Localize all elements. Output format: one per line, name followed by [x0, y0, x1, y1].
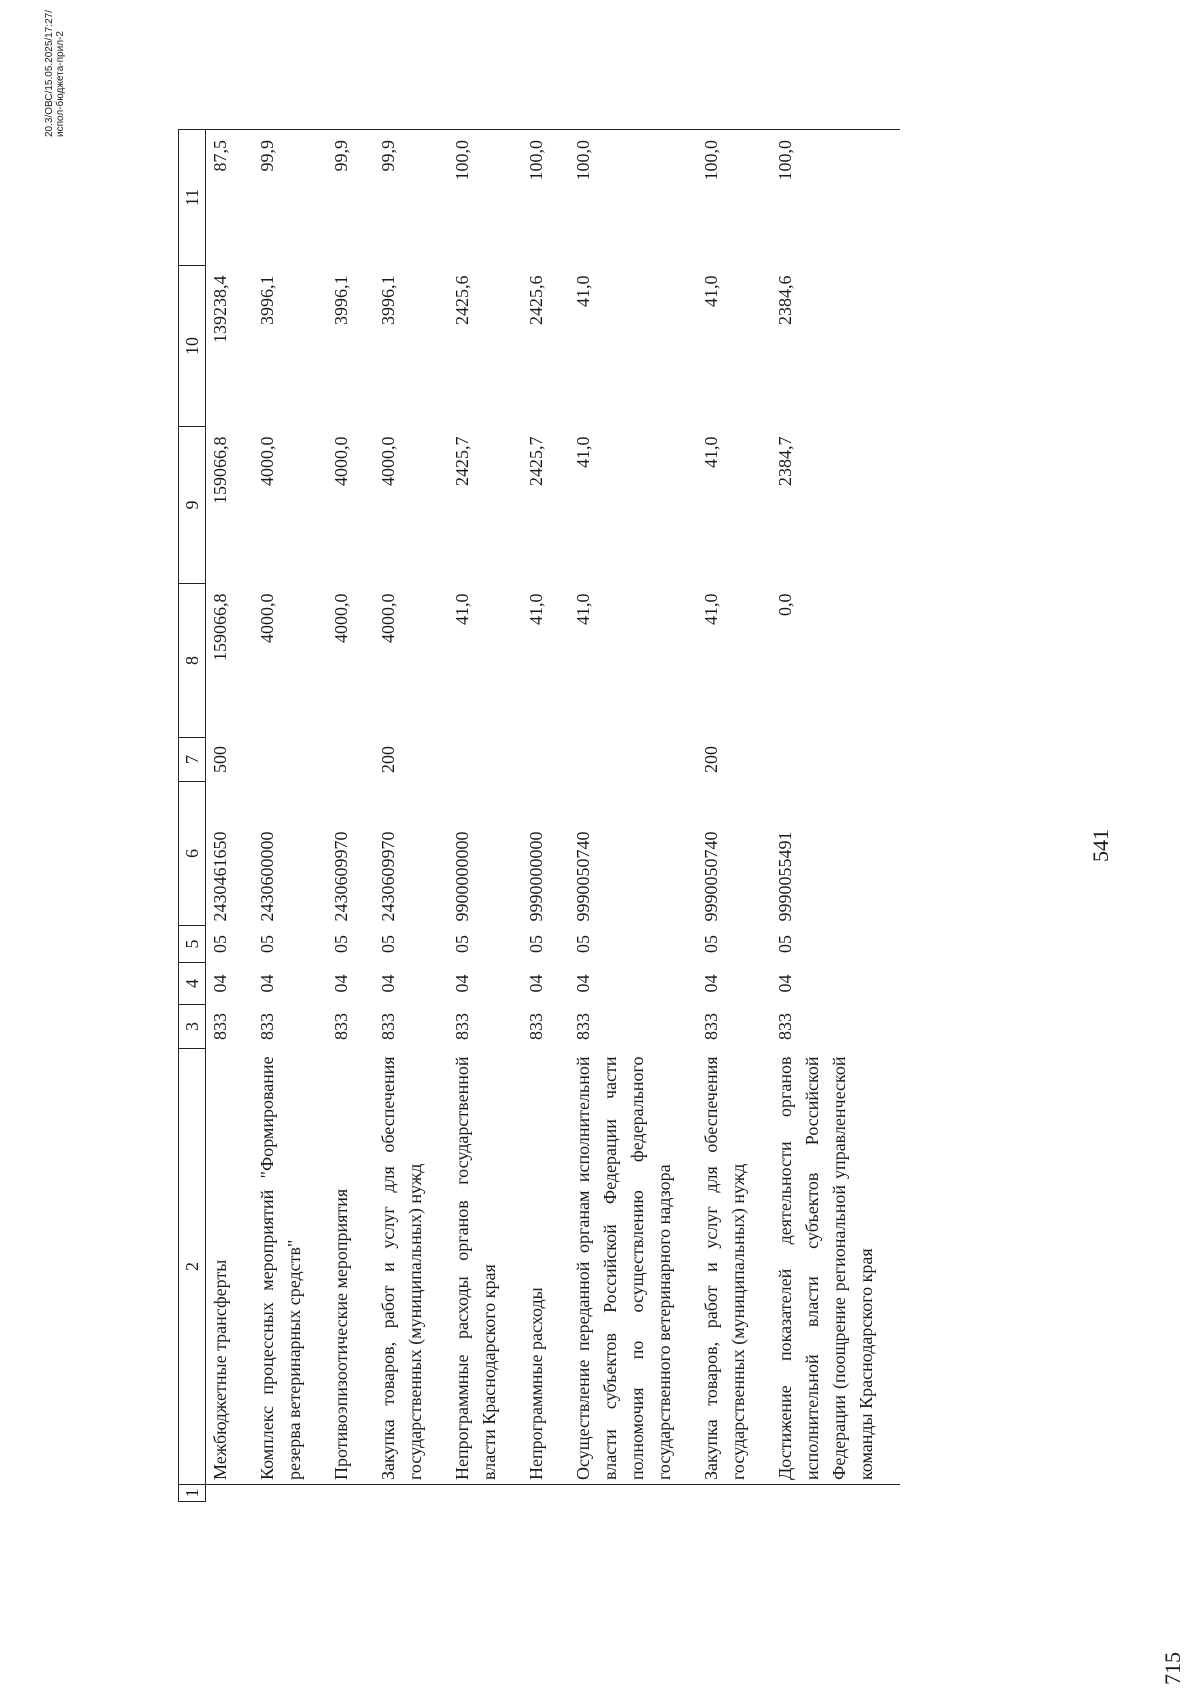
cell-col8: 159066,8	[210, 593, 230, 661]
cell-section: 04	[378, 974, 398, 993]
cell-target-article: 9990050740	[701, 831, 721, 922]
cell-section: 04	[526, 974, 546, 993]
cell-target-article: 9900000000	[452, 831, 472, 922]
row-gutter	[375, 1485, 449, 1502]
row-gutter	[254, 1485, 328, 1502]
cell-subsection: 05	[331, 935, 351, 953]
page-number: 541	[1088, 829, 1113, 862]
cell-admin-code: 833	[378, 1013, 398, 1040]
cell-subsection: 05	[452, 935, 472, 953]
row-gutter	[328, 1485, 375, 1502]
cell-section: 04	[331, 974, 351, 993]
cell-col11: 100,0	[698, 130, 772, 266]
table-row	[449, 130, 523, 1502]
cell-col9: 4000,0	[331, 436, 351, 486]
header-cell: 10	[179, 266, 206, 427]
cell-target-article: 9990000000	[526, 831, 546, 922]
row-gutter	[523, 1485, 570, 1502]
cell-section: 04	[775, 974, 795, 993]
header-cell: 4	[179, 963, 206, 1005]
cell-section: 04	[573, 974, 593, 993]
cell-subsection: 05	[701, 935, 721, 953]
header-cell: 6	[179, 782, 206, 926]
cell-section: 04	[210, 974, 230, 993]
cell-col10: 41,0	[573, 275, 593, 307]
row-gutter	[698, 1485, 772, 1502]
cell-section: 04	[452, 974, 472, 993]
cell-col9: 4000,0	[378, 436, 398, 486]
header-cell: 11	[179, 130, 206, 266]
header-cell: 1	[179, 1485, 206, 1502]
row-gutter	[570, 1485, 698, 1502]
cell-target-article: 2430609970	[331, 831, 351, 922]
cell-col10: 41,0	[701, 275, 721, 307]
cell-expense-type: 200	[701, 746, 721, 773]
row-name: Противоэпизоотические мероприятия	[328, 1049, 375, 1485]
cell-col8: 4000,0	[378, 593, 398, 643]
header-cell: 5	[179, 926, 206, 963]
cell-expense-type	[254, 738, 328, 782]
cell-col9: 2425,7	[452, 436, 472, 486]
cell-admin-code: 833	[775, 1013, 795, 1040]
table-row	[254, 130, 328, 1502]
cell-col8: 4000,0	[257, 593, 277, 643]
table-row	[523, 130, 570, 1502]
cell-col10: 3996,1	[257, 275, 277, 325]
row-gutter	[772, 1485, 900, 1502]
cell-col9: 159066,8	[210, 436, 230, 504]
table-row	[375, 130, 449, 1502]
cell-col11: 100,0	[772, 130, 900, 266]
cell-expense-type	[570, 738, 698, 782]
cell-admin-code: 833	[257, 1013, 277, 1040]
row-name: Комплекс процессных мероприятий "Формирование резерва ветеринарных средств"	[254, 1049, 328, 1485]
cell-col9: 41,0	[701, 436, 721, 468]
row-name: Непрограммные расходы органов государственной власти Краснодарского края	[449, 1049, 523, 1485]
row-name: Закупка товаров, работ и услуг для обеспечения государственных (муниципальных) нужд	[375, 1049, 449, 1485]
cell-target-article: 2430461650	[210, 831, 230, 922]
cell-target-article: 2430609970	[378, 831, 398, 922]
cell-admin-code: 833	[210, 1013, 230, 1040]
cell-col8: 41,0	[452, 593, 472, 625]
row-name: Осуществление переданной органам исполнительной власти субъектов Российской Федерации части полномочия по осуществлению федерального государственного ветеринарного надзора	[570, 1049, 698, 1485]
cell-col9: 4000,0	[257, 436, 277, 486]
row-name: Непрограммные расходы	[523, 1049, 570, 1485]
cell-col8: 41,0	[701, 593, 721, 625]
cell-col10: 3996,1	[331, 275, 351, 325]
cell-admin-code: 833	[573, 1013, 593, 1040]
row-gutter	[449, 1485, 523, 1502]
stamp-number: 715	[1160, 1652, 1185, 1685]
cell-col8: 41,0	[573, 593, 593, 625]
table-row	[772, 130, 900, 1502]
cell-expense-type: 500	[210, 746, 230, 773]
cell-subsection: 05	[526, 935, 546, 953]
cell-col9: 2384,7	[775, 436, 795, 486]
cell-target-article: 9990050740	[573, 831, 593, 922]
header-cell: 3	[179, 1005, 206, 1049]
cell-subsection: 05	[775, 935, 795, 953]
cell-col8: 41,0	[526, 593, 546, 625]
cell-section: 04	[257, 974, 277, 993]
cell-admin-code: 833	[526, 1013, 546, 1040]
header-row	[179, 130, 206, 1502]
cell-admin-code: 833	[452, 1013, 472, 1040]
cell-admin-code: 833	[331, 1013, 351, 1040]
cell-target-article: 9990055491	[775, 831, 795, 922]
cell-expense-type	[449, 738, 523, 782]
cell-section: 04	[701, 974, 721, 993]
document-code: 20.3/ОВС/15.05.2025/17:27/испол-бюджета-прил-2	[44, 10, 66, 137]
cell-subsection: 05	[210, 935, 230, 953]
budget-table	[178, 129, 900, 1502]
cell-col10: 139238,4	[210, 275, 230, 343]
row-name: Закупка товаров, работ и услуг для обеспечения государственных (муниципальных) нужд	[698, 1049, 772, 1485]
cell-expense-type: 200	[378, 746, 398, 773]
cell-col11: 100,0	[449, 130, 523, 266]
cell-col8: 0,0	[775, 593, 795, 616]
cell-subsection: 05	[378, 935, 398, 953]
cell-col11: 99,9	[375, 130, 449, 266]
header-cell: 8	[179, 584, 206, 738]
table-row	[570, 130, 698, 1502]
row-gutter	[206, 1485, 255, 1502]
header-cell: 2	[179, 1049, 206, 1485]
cell-col11: 99,9	[328, 130, 375, 266]
cell-col11: 87,5	[206, 130, 255, 266]
row-name: Межбюджетные трансферты	[206, 1049, 255, 1485]
cell-col11: 100,0	[523, 130, 570, 266]
cell-expense-type	[523, 738, 570, 782]
table-row	[328, 130, 375, 1502]
cell-col10: 2425,6	[526, 275, 546, 325]
cell-admin-code: 833	[701, 1013, 721, 1040]
cell-col8: 4000,0	[331, 593, 351, 643]
row-name: Достижение показателей деятельности органов исполнительной власти субъектов Российской Федерации (поощрение региональной управленческой команды Краснодарского края	[772, 1049, 900, 1485]
cell-col10: 2425,6	[452, 275, 472, 325]
header-cell: 9	[179, 427, 206, 584]
table-row	[698, 130, 772, 1502]
cell-col11: 100,0	[570, 130, 698, 266]
cell-col9: 2425,7	[526, 436, 546, 486]
cell-subsection: 05	[257, 935, 277, 953]
cell-expense-type	[328, 738, 375, 782]
table-row	[206, 130, 255, 1502]
cell-col11: 99,9	[254, 130, 328, 266]
cell-expense-type	[772, 738, 900, 782]
cell-col10: 2384,6	[775, 275, 795, 325]
header-cell: 7	[179, 738, 206, 782]
cell-col10: 3996,1	[378, 275, 398, 325]
cell-target-article: 2430600000	[257, 831, 277, 922]
cell-subsection: 05	[573, 935, 593, 953]
cell-col9: 41,0	[573, 436, 593, 468]
